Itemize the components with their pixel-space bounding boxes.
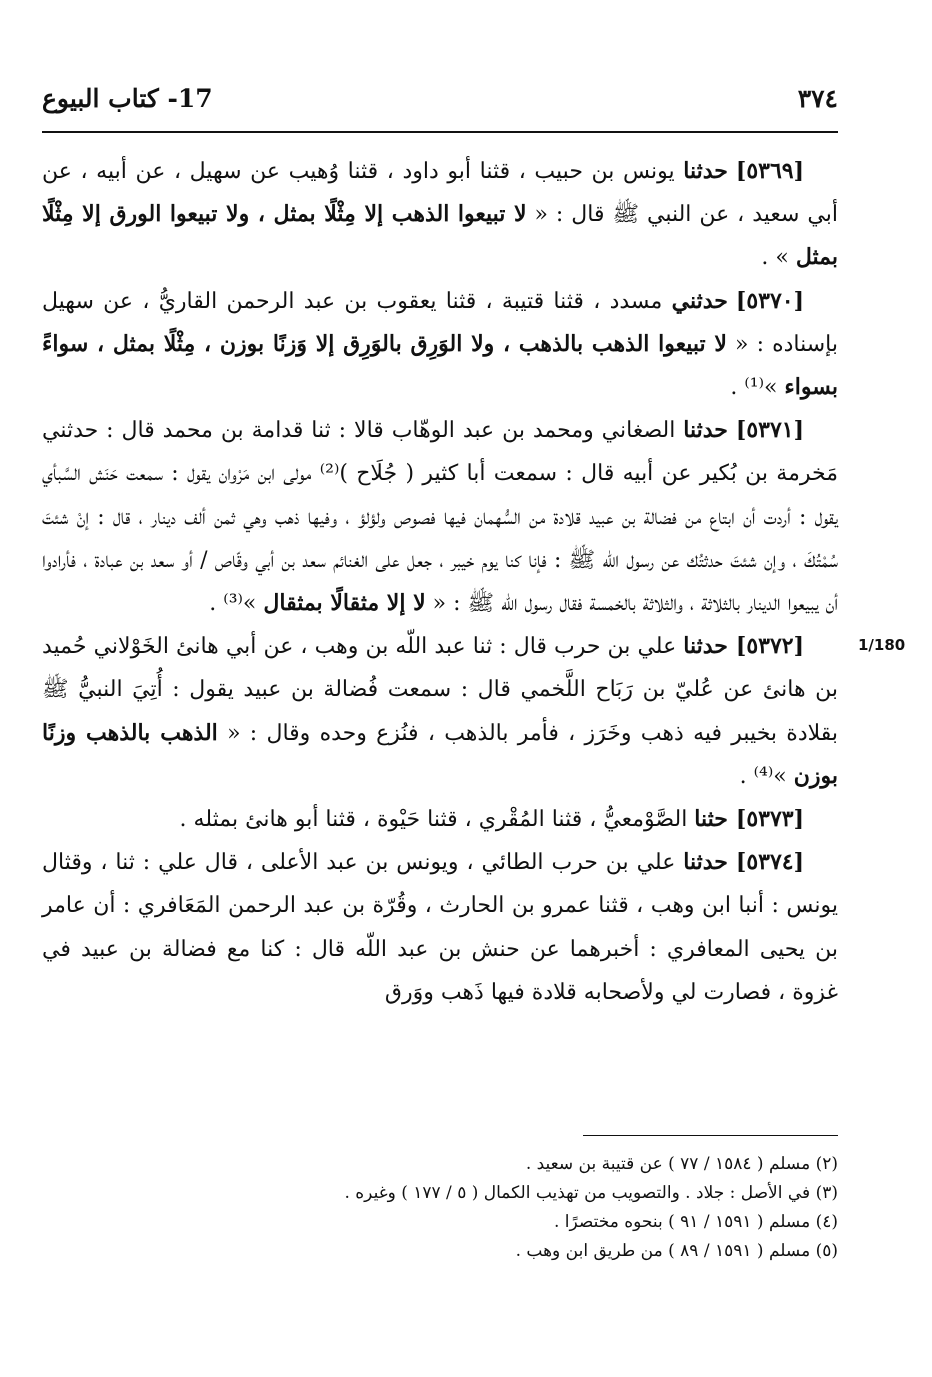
hadith-number: [٥٣٧٣] bbox=[735, 806, 804, 833]
page-header bbox=[42, 78, 838, 118]
hadith-text: الصغاني ومحمد بن عبد الوهّاب قالا : ثنا قدامة بن محمد قال : حدثني مَخرمة بن بُكير عن أبيه قال : سمعت أبا كثير ( جُلَاح )⁽²⁾ مولى ابن مَرْوان يقول : سمعت حَنَش السَّبأي يقول : أردت أن ابتاع من فضالة بن عبيد قلادة من السُّهمان فيها فصوص ولؤلؤ ، وفيها ذهب وهي ثمن ألف دينار ، قال : إنْ شئتَ سُمْتُكَ ، وإن شئتَ حدثتُك عن رسول اللّه ﷺ : فإنا كنا يوم خيبر ، جعل على الغنائم سعد بن أبي وقّاص / أو سعد بن عبادة ، فأرادوا أن يبيعوا الدينار بالثلاثة ، والثلاثة بالخمسة فقال رسول اللّه ﷺ : « bbox=[42, 418, 838, 617]
hadith-tail: »⁽¹⁾ . bbox=[730, 375, 785, 401]
hadith-number: [٥٣٧١] bbox=[735, 417, 804, 444]
hadith-tail: »⁽³⁾ . bbox=[209, 591, 264, 617]
hadith-paragraph bbox=[42, 280, 838, 410]
hadith-number: [٥٣٧٤] bbox=[735, 849, 804, 876]
hadith-lead: حثنا bbox=[694, 806, 728, 833]
hadith-text: مسدد ، قثنا قتيبة ، قثنا يعقوب بن عبد الرحمن القاريُّ ، عن سهيل بإسناده : « bbox=[42, 288, 838, 357]
hadith-quote: لا تبيعوا الذهب بالذهب ، ولا الوَرِق بالوَرِق إلا وَزنًا بوزن ، مِثْلًا بمثل ، سواءً بسواء bbox=[42, 330, 838, 401]
book-title: 17- كتاب البيوع bbox=[42, 83, 213, 113]
footnotes bbox=[42, 1150, 838, 1266]
hadith-quote: لا إلا مثقالًا بمثقال bbox=[263, 590, 426, 617]
hadith-lead: حدثني bbox=[671, 287, 728, 314]
hadith-number: [٥٣٧٢] bbox=[735, 633, 804, 660]
page-number: ٣٧٤ bbox=[797, 83, 838, 113]
hadith-paragraph bbox=[42, 409, 838, 625]
hadith-tail: »⁽⁴⁾ . bbox=[739, 763, 794, 789]
hadith-lead: حدثنا bbox=[683, 849, 728, 876]
hadith-paragraph bbox=[42, 150, 838, 280]
margin-note: 1/180 bbox=[858, 636, 906, 654]
hadith-paragraph bbox=[42, 625, 838, 798]
hadith-list bbox=[42, 150, 838, 1014]
footnote: (٤) مسلم ( ١٥٩١ / ٩١ ) بنحوه مختصرًا . bbox=[553, 1212, 838, 1232]
hadith-text: علي بن حرب الطائي ، ويونس بن عبد الأعلى ، قال علي : ثنا ، وقثال يونس : أنبا ابن وهب ، قثنا عمرو بن الحارث ، وقُرّة بن عبد الرحمن المَعَافري : أن عامر بن يحيى المعافري : أخبرهما عن حنش بن عبد اللّه قال : كنا مع فضالة بن عبيد في غزوة ، فصارت لي ولأصحابه قلادة فيها ذَهب ووَرق bbox=[42, 850, 838, 1005]
hadith-tail: » . bbox=[761, 245, 796, 271]
hadith-quote: لا تبيعوا الذهب إلا مِثْلًا بمثل ، ولا تبيعوا الورق إلا مِثْلًا بمثل bbox=[42, 201, 838, 271]
footnote: (٣) في الأصل : جلاد . والتصويب من تهذيب الكمال ( ٥ / ١٧٧ ) وغيره . bbox=[344, 1183, 838, 1203]
header-rule bbox=[42, 131, 838, 133]
hadith-lead: حدثنا bbox=[683, 417, 728, 444]
footnote-rule bbox=[583, 1135, 838, 1136]
hadith-text: الصَّوْمعيُّ ، قثنا المُقْري ، قثنا حَيْوة ، قثنا أبو هانئ بمثله . bbox=[179, 807, 695, 833]
footnote: (٥) مسلم ( ١٥٩١ / ٨٩ ) من طريق ابن وهب . bbox=[515, 1241, 838, 1261]
hadith-number: [٥٣٦٩] bbox=[735, 158, 804, 184]
hadith-lead: حدثنا bbox=[683, 633, 728, 660]
hadith-paragraph bbox=[42, 798, 838, 841]
hadith-quote: الذهب بالذهب وزنًا بوزن bbox=[42, 719, 838, 789]
hadith-number: [٥٣٧٠] bbox=[735, 287, 804, 314]
footnote: (٢) مسلم ( ١٥٨٤ / ٧٧ ) عن قتيبة بن سعيد . bbox=[525, 1154, 838, 1174]
hadith-text: علي بن حرب قال : ثنا عبد اللّه بن وهب ، عن أبي هانئ الخَوْلاني حُميد بن هانئ عن عُليّ بن رَبَاح اللَّخمي قال : سمعت فُضالة بن عبيد يقول : أُتِيَ النبيُّ ﷺ بقلادة بخيبر فيه ذهب وخَرَز ، فأمر بالذهب ، فنُزع وحده وقال : « bbox=[42, 634, 838, 746]
hadith-paragraph bbox=[42, 841, 838, 1014]
hadith-lead: حدثنا bbox=[683, 158, 728, 184]
hadith-text: يونس بن حبيب ، قثنا أبو داود ، قثنا وُهيب عن سهيل ، عن أبيه ، عن أبي سعيد ، عن النبي ﷺ قال : « bbox=[42, 159, 838, 228]
